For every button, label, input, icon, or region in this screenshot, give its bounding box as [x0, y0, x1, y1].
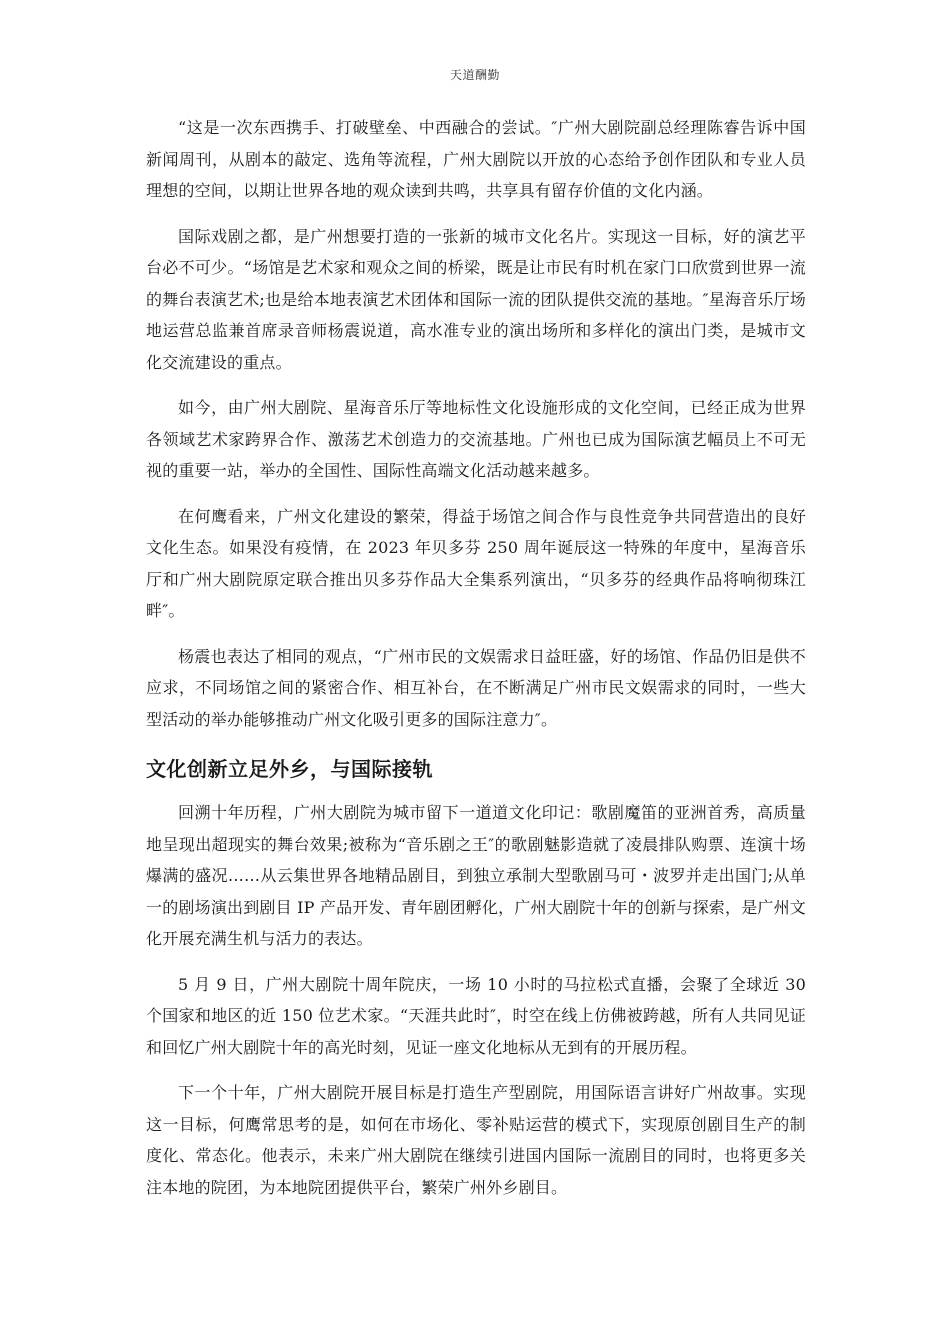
paragraph: 回溯十年历程，广州大剧院为城市留下一道道文化印记：歌剧魔笛的亚洲首秀，高质量地呈现出超现实的舞台效果;被称为“音乐剧之王″的歌剧魅影造就了凌晨排队购票、连演十场爆满的盛况……从云集世界各地精品剧目，到独立承制大型歌剧马可・波罗并走出国门;从单一的剧场演出到剧目 IP 产品开发、青年剧团孵化，广州大剧院十年的创新与探索，是广州文化开展充满生机与活力的表达。: [146, 803, 806, 948]
paragraph: 国际戏剧之都，是广州想要打造的一张新的城市文化名片。实现这一目标，好的演艺平台必不可少。“场馆是艺术家和观众之间的桥梁，既是让市民有时机在家门口欣赏到世界一流的舞台表演艺术;也是给本地表演艺术团体和国际一流的团队提供交流的基地。″星海音乐厅场地运营总监兼首席录音师杨震说道，高水准专业的演出场所和多样化的演出门类，是城市文化交流建设的重点。: [146, 226, 806, 372]
paragraph: 下一个十年，广州大剧院开展目标是打造生产型剧院，用国际语言讲好广州故事。实现这一目标，何鹰常思考的是，如何在市场化、零补贴运营的模式下，实现原创剧目生产的制度化、常态化。他表示，未来广州大剧院在继续引进国内国际一流剧目的同时，也将更多关注本地的院团，为本地院团提供平台，繁荣广州外乡剧目。: [146, 1083, 806, 1197]
paragraph: “这是一次东西携手、打破壁垒、中西融合的尝试。″广州大剧院副总经理陈睿告诉中国新闻周刊，从剧本的敲定、选角等流程，广州大剧院以开放的心态给予创作团队和专业人员理想的空间，以期让世界各地的观众读到共鸣，共享具有留存价值的文化内涵。: [146, 118, 806, 200]
page-header: 天道酬勤: [449, 68, 500, 82]
paragraph: 如今，由广州大剧院、星海音乐厅等地标性文化设施形成的文化空间，已经正成为世界各领域艺术家跨界合作、激荡艺术创造力的交流基地。广州也已成为国际演艺幅员上不可无视的重要一站，举办的全国性、国际性高端文化活动越来越多。: [146, 398, 806, 480]
section-heading: 文化创新立足外乡，与国际接轨: [146, 757, 433, 781]
paragraph: 5 月 9 日，广州大剧院十周年院庆，一场 10 小时的马拉松式直播，会聚了全球近 30 个国家和地区的近 150 位艺术家。“天涯共此时″，时空在线上仿佛被跨越，所有人共同见证和回忆广州大剧院十年的高光时刻，见证一座文化地标从无到有的开展历程。: [146, 974, 806, 1057]
paragraph: 杨震也表达了相同的观点，“广州市民的文娱需求日益旺盛，好的场馆、作品仍旧是供不应求，不同场馆之间的紧密合作、相互补台，在不断满足广州市民文娱需求的同时，一些大型活动的举办能够推动广州文化吸引更多的国际注意力″。: [146, 646, 806, 729]
article-body: [146, 112, 806, 1217]
paragraph: 在何鹰看来，广州文化建设的繁荣，得益于场馆之间合作与良性竞争共同营造出的良好文化生态。如果没有疫情，在 2023 年贝多芬 250 周年诞辰这一特殊的年度中，星海音乐厅和广州大剧院原定联合推出贝多芬作品大全集系列演出，“贝多芬的经典作品将响彻珠江畔″。: [146, 506, 806, 620]
